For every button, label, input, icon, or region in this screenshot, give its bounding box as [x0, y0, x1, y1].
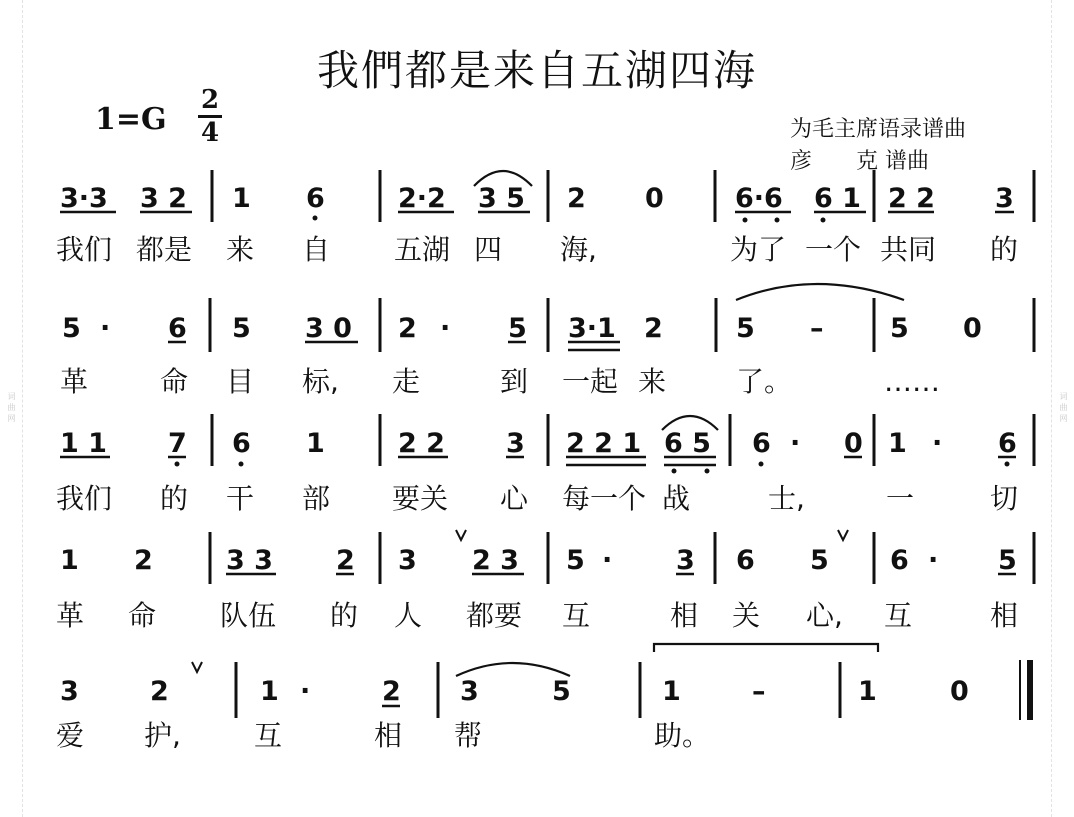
- note-r5-8: 1: [662, 676, 681, 707]
- note-r2-10: 2: [644, 313, 663, 344]
- slur: [474, 171, 532, 186]
- note-r2-6: 2: [398, 313, 417, 344]
- credit-composer: 彦 克 谱曲: [790, 149, 929, 174]
- time-signature-bottom: 4: [200, 118, 220, 148]
- note-r4-14: 5: [998, 545, 1017, 576]
- lyric-r4-9: 关: [732, 599, 761, 632]
- lyric-r4-1: 革: [56, 599, 85, 632]
- note-r4-1: 1: [60, 545, 79, 576]
- note-r2-14: 0: [963, 313, 982, 344]
- lyric-r2-1: 革: [60, 365, 89, 398]
- lyric-r5-6: 助。: [654, 719, 711, 752]
- note-r4-13: ·: [928, 545, 939, 576]
- note-r5-7: 5: [552, 676, 571, 707]
- note-r1-3: 1: [232, 183, 251, 214]
- note-r3-3: 6: [232, 428, 251, 459]
- note-r4-4: 2: [336, 545, 355, 576]
- note-r5-9: –: [752, 676, 766, 707]
- note-r3-7: 2 2 1: [566, 428, 642, 459]
- low-octave-dot: [821, 218, 826, 223]
- note-r2-5: 3 0: [305, 313, 352, 344]
- low-octave-dot: [743, 218, 748, 223]
- watermark-text: 词曲网: [1059, 392, 1068, 425]
- lyric-r3-3: 干: [226, 482, 255, 515]
- time-signature-top: 2: [200, 85, 220, 115]
- note-r1-8: 0: [645, 183, 664, 214]
- low-octave-dot: [705, 469, 710, 474]
- note-r3-10: ·: [790, 428, 801, 459]
- breath-marks: [192, 530, 848, 672]
- lyric-r4-2: 命: [128, 599, 157, 632]
- slurs: [456, 171, 904, 676]
- lyric-r3-6: 心: [500, 482, 529, 515]
- note-r3-13: ·: [932, 428, 943, 459]
- note-r4-6: 2 3: [472, 545, 519, 576]
- watermark-text: 词曲网: [7, 392, 16, 425]
- lyric-r1-11: 的: [990, 233, 1019, 266]
- note-r3-14: 6: [998, 428, 1017, 459]
- note-r4-2: 2: [134, 545, 153, 576]
- lyric-r4-10: 心,: [806, 599, 843, 632]
- note-r1-10: 6 1: [814, 183, 861, 214]
- lyric-r1-6: 四: [474, 233, 503, 266]
- note-r1-12: 3: [995, 183, 1014, 214]
- lyric-r3-2: 的: [160, 482, 189, 515]
- lyric-r4-3: 队伍: [220, 599, 277, 632]
- note-r3-11: 0: [844, 428, 863, 459]
- lyric-r4-7: 互: [562, 599, 591, 632]
- lyric-r3-11: 切: [990, 482, 1019, 515]
- low-octave-dot: [672, 469, 677, 474]
- slur: [662, 416, 718, 430]
- lyric-r1-3: 来: [226, 233, 255, 266]
- note-r4-3: 3 3: [226, 545, 273, 576]
- low-octave-dot: [175, 462, 180, 467]
- note-r2-2: ·: [100, 313, 111, 344]
- note-r2-3: 6: [168, 313, 187, 344]
- note-r1-5: 2·2: [398, 183, 446, 214]
- lyric-r2-6: 到: [500, 365, 529, 398]
- note-r2-13: 5: [890, 313, 909, 344]
- lyric-r5-1: 爱: [56, 719, 85, 752]
- note-r1-4: 6: [306, 183, 325, 214]
- note-r1-1: 3·3: [60, 183, 108, 214]
- note-r3-6: 3: [506, 428, 525, 459]
- lyric-r2-2: 命: [160, 365, 189, 398]
- note-r5-6: 3: [460, 676, 479, 707]
- note-r5-1: 3: [60, 676, 79, 707]
- slur: [456, 663, 570, 676]
- breath-mark: [192, 662, 202, 672]
- lyric-r2-10: ……: [884, 365, 940, 398]
- lyric-r1-8: 为了: [730, 233, 787, 266]
- key-signature: 1=G: [95, 102, 167, 137]
- breath-mark: [838, 530, 848, 540]
- song-title: 我們都是来自五湖四海: [316, 46, 757, 95]
- note-r3-8: 6 5: [664, 428, 711, 459]
- note-r4-7: 5: [566, 545, 585, 576]
- lyric-r5-5: 帮: [454, 719, 483, 752]
- note-r2-4: 5: [232, 313, 251, 344]
- low-octave-dot: [775, 218, 780, 223]
- lyric-r5-2: 护,: [144, 719, 181, 752]
- note-r2-8: 5: [508, 313, 527, 344]
- slur: [654, 644, 878, 652]
- note-r5-2: 2: [150, 676, 169, 707]
- lyric-r3-4: 部: [302, 482, 331, 515]
- note-r4-8: ·: [602, 545, 613, 576]
- lyric-r3-9: 士,: [768, 482, 805, 515]
- lyric-r4-4: 的: [330, 599, 359, 632]
- note-r4-11: 5: [810, 545, 829, 576]
- lyric-r4-8: 相: [670, 599, 699, 632]
- note-r5-4: ·: [300, 676, 311, 707]
- low-octave-dot: [313, 216, 318, 221]
- note-r4-10: 6: [736, 545, 755, 576]
- note-r4-12: 6: [890, 545, 909, 576]
- note-r1-11: 2 2: [888, 183, 935, 214]
- lyric-r1-1: 我们: [56, 233, 113, 266]
- note-r3-4: 1: [306, 428, 325, 459]
- lyric-r3-8: 战: [662, 482, 691, 515]
- note-r1-9: 6·6: [735, 183, 783, 214]
- lyric-r2-7: 一起: [562, 365, 619, 398]
- note-r5-10: 1: [858, 676, 877, 707]
- low-octave-dot: [759, 462, 764, 467]
- note-r5-5: 2: [382, 676, 401, 707]
- lyric-r1-10: 共同: [880, 233, 937, 266]
- note-r3-5: 2 2: [398, 428, 445, 459]
- lyric-r1-9: 一个: [805, 233, 862, 266]
- note-r2-12: –: [810, 313, 824, 344]
- lyric-r4-11: 互: [884, 599, 913, 632]
- note-r2-11: 5: [736, 313, 755, 344]
- lyric-r4-6: 都要: [466, 599, 523, 632]
- lyric-r2-8: 来: [638, 365, 667, 398]
- lyric-r4-12: 相: [990, 599, 1019, 632]
- lyric-r1-5: 五湖: [394, 233, 451, 266]
- note-r3-2: 7: [168, 428, 187, 459]
- lyric-r1-7: 海,: [560, 233, 597, 266]
- credit-lyrics: 为毛主席语录谱曲: [790, 117, 967, 142]
- lyric-r3-5: 要关: [392, 482, 449, 515]
- lyric-r2-3: 目: [226, 365, 255, 398]
- lyric-r2-5: 走: [392, 365, 421, 398]
- note-r5-3: 1: [260, 676, 279, 707]
- octave-dots: [175, 216, 1010, 474]
- breath-mark: [456, 530, 466, 540]
- note-r3-1: 1 1: [60, 428, 107, 459]
- note-r5-11: 0: [950, 676, 969, 707]
- lyric-r5-4: 相: [374, 719, 403, 752]
- low-octave-dot: [1005, 462, 1010, 467]
- low-octave-dot: [239, 462, 244, 467]
- lyric-r1-4: 自: [302, 233, 331, 266]
- note-r4-9: 3: [676, 545, 695, 576]
- note-r3-12: 1: [888, 428, 907, 459]
- lyric-r2-9: 了。: [736, 365, 793, 398]
- note-r2-9: 3·1: [568, 313, 616, 344]
- note-r1-6: 3 5: [478, 183, 525, 214]
- note-r3-9: 6: [752, 428, 771, 459]
- slur: [736, 284, 904, 300]
- lyric-r4-5: 人: [394, 599, 423, 632]
- lyric-r3-7: 每一个: [562, 482, 647, 515]
- note-r4-5: 3: [398, 545, 417, 576]
- note-r1-7: 2: [567, 183, 586, 214]
- lyric-r1-2: 都是: [136, 233, 193, 266]
- lyric-r3-10: 一: [886, 482, 915, 515]
- barlines: [210, 170, 1034, 720]
- lyric-r5-3: 互: [254, 719, 283, 752]
- note-r2-1: 5: [62, 313, 81, 344]
- lyric-r2-4: 标,: [302, 365, 339, 398]
- note-r1-2: 3 2: [140, 183, 187, 214]
- lyric-r3-1: 我们: [56, 482, 113, 515]
- note-r2-7: ·: [440, 313, 451, 344]
